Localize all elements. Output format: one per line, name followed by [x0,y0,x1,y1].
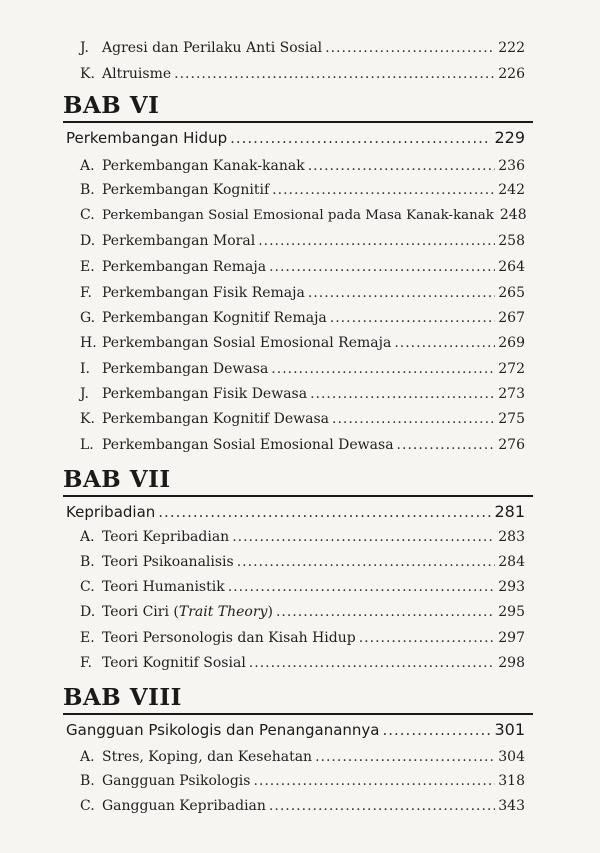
chapter-page-number: 281 [494,502,525,521]
heading-rule [63,121,533,123]
bab-heading: BAB VI [63,92,160,119]
chapter-entry[interactable] [66,128,525,148]
toc-entry[interactable] [80,232,525,250]
entry-letter: A. [80,158,95,174]
leader-dots [271,360,495,378]
chapter-page-number: 301 [494,720,525,739]
toc-entry[interactable] [80,553,525,571]
leader-dots [253,772,495,790]
leader-dots [359,629,496,647]
chapter-entry[interactable] [66,720,525,740]
entry-title: Perkembangan Kanak-kanak [102,158,305,174]
entry-page-number: 273 [498,386,525,402]
entry-title: Altruisme [102,66,172,82]
leader-dots [276,603,495,621]
toc-entry[interactable] [80,39,525,57]
entry-letter: F. [80,285,92,301]
entry-page-number: 242 [498,182,525,198]
heading-rule [63,713,533,715]
toc-entry[interactable] [80,206,525,225]
entry-letter: H. [80,335,97,351]
entry-letter: B. [80,554,95,570]
entry-page-number: 248 [499,207,527,223]
entry-title: Teori Kepribadian [102,529,230,545]
entry-letter: K. [80,411,95,427]
entry-page-number: 318 [498,773,525,789]
leader-dots [249,654,495,672]
bab-heading: BAB VIII [63,684,182,711]
entry-page-number: 295 [498,604,525,620]
toc-entry[interactable] [80,410,525,428]
leader-dots [230,128,491,148]
entry-title: Perkembangan Fisik Dewasa [102,386,308,402]
entry-page-number: 283 [498,529,525,545]
entry-page-number: 264 [498,259,525,275]
entry-title: Perkembangan Dewasa [102,361,269,377]
entry-title: Perkembangan Remaja [102,259,267,275]
leader-dots [394,334,495,352]
entry-title [102,603,273,621]
leader-dots [174,65,495,83]
entry-page-number: 222 [498,40,525,56]
heading-rule [63,495,533,497]
entry-page-number: 298 [498,655,525,671]
entry-title: Perkembangan Moral [102,233,256,249]
entry-page-number: 293 [498,579,525,595]
entry-letter: A. [80,749,95,765]
entry-letter: E. [80,259,95,275]
entry-title: Perkembangan Fisik Remaja [102,285,305,301]
leader-dots [315,748,495,766]
entry-page-number: 267 [498,310,525,326]
leader-dots [269,797,495,815]
entry-letter: L. [80,437,94,453]
toc-entry[interactable] [80,65,525,83]
leader-dots [308,284,495,302]
toc-entry[interactable] [80,309,525,327]
entry-page-number: 275 [498,411,525,427]
entry-title: Teori Kognitif Sosial [102,655,246,671]
entry-page-number: 284 [498,554,525,570]
entry-title: Perkembangan Sosial Emosional Dewasa [102,437,394,453]
leader-dots [382,720,491,740]
toc-entry[interactable] [80,436,525,454]
entry-letter: J. [80,386,89,402]
toc-entry[interactable] [80,360,525,378]
entry-title: Teori Psikoanalisis [102,554,234,570]
leader-dots [310,385,495,403]
entry-letter: D. [80,604,96,620]
chapter-page-number: 229 [494,128,525,147]
entry-title-italic: Trait Theory [178,604,268,620]
entry-title: Teori Humanistik [102,579,225,595]
leader-dots [237,553,496,571]
toc-entry[interactable] [80,748,525,766]
chapter-title: Perkembangan Hidup [66,129,228,147]
entry-page-number: 343 [498,798,525,814]
leader-dots [269,258,495,276]
entry-title: Perkembangan Kognitif Dewasa [102,411,329,427]
toc-entry[interactable] [80,334,525,352]
toc-entry[interactable] [80,797,525,815]
entry-letter: G. [80,310,96,326]
entry-page-number: 226 [498,66,525,82]
leader-dots [272,181,495,199]
entry-page-number: 236 [498,158,525,174]
entry-page-number: 276 [498,437,525,453]
leader-dots [325,39,495,57]
entry-title: Perkembangan Sosial Emosional pada Masa Kanak-kanak [102,208,494,223]
entry-letter: J. [80,40,89,56]
entry-title-close: ) [267,604,273,620]
leader-dots [332,410,495,428]
entry-letter: C. [80,798,95,814]
chapter-entry[interactable] [66,502,525,522]
entry-title: Gangguan Psikologis [102,773,251,789]
entry-letter: B. [80,182,95,198]
entry-letter: E. [80,630,95,646]
entry-page-number: 258 [498,233,525,249]
chapter-title: Gangguan Psikologis dan Penanganannya [66,721,380,739]
entry-title: Perkembangan Kognitif [102,182,270,198]
entry-letter: C. [80,579,95,595]
leader-dots [330,309,496,327]
toc-entry[interactable] [80,157,525,175]
leader-dots [228,578,496,596]
entry-letter: F. [80,655,92,671]
entry-page-number: 269 [498,335,525,351]
bab-heading: BAB VII [63,466,171,493]
leader-dots [158,502,491,522]
toc-entry[interactable] [80,528,525,546]
entry-page-number: 297 [498,630,525,646]
entry-letter: D. [80,233,96,249]
toc-entry[interactable] [80,578,525,596]
toc-entry[interactable] [80,654,525,672]
entry-title: Teori Personologis dan Kisah Hidup [102,630,356,646]
leader-dots [308,157,496,175]
entry-title: Stres, Koping, dan Kesehatan [102,749,313,765]
entry-letter: A. [80,529,95,545]
entry-page-number: 304 [498,749,525,765]
entry-letter: K. [80,66,95,82]
entry-title: Perkembangan Kognitif Remaja [102,310,327,326]
toc-entry[interactable] [80,772,525,790]
toc-entry[interactable] [80,629,525,647]
entry-title: Gangguan Kepribadian [102,798,266,814]
entry-page-number: 265 [498,285,525,301]
entry-title: Perkembangan Sosial Emosional Remaja [102,335,392,351]
leader-dots [232,528,495,546]
entry-letter: B. [80,773,95,789]
leader-dots [258,232,495,250]
toc-entry[interactable] [80,385,525,403]
leader-dots [397,436,496,454]
toc-entry[interactable] [80,181,525,199]
entry-title-text: Teori Ciri ( [102,604,179,620]
entry-letter: C. [80,207,95,223]
entry-title: Agresi dan Perilaku Anti Sosial [102,40,323,56]
entry-letter: I. [80,361,90,377]
toc-entry[interactable] [80,258,525,276]
chapter-title: Kepribadian [66,503,156,521]
toc-entry[interactable] [80,284,525,302]
entry-page-number: 272 [498,361,525,377]
toc-entry[interactable] [80,603,525,621]
